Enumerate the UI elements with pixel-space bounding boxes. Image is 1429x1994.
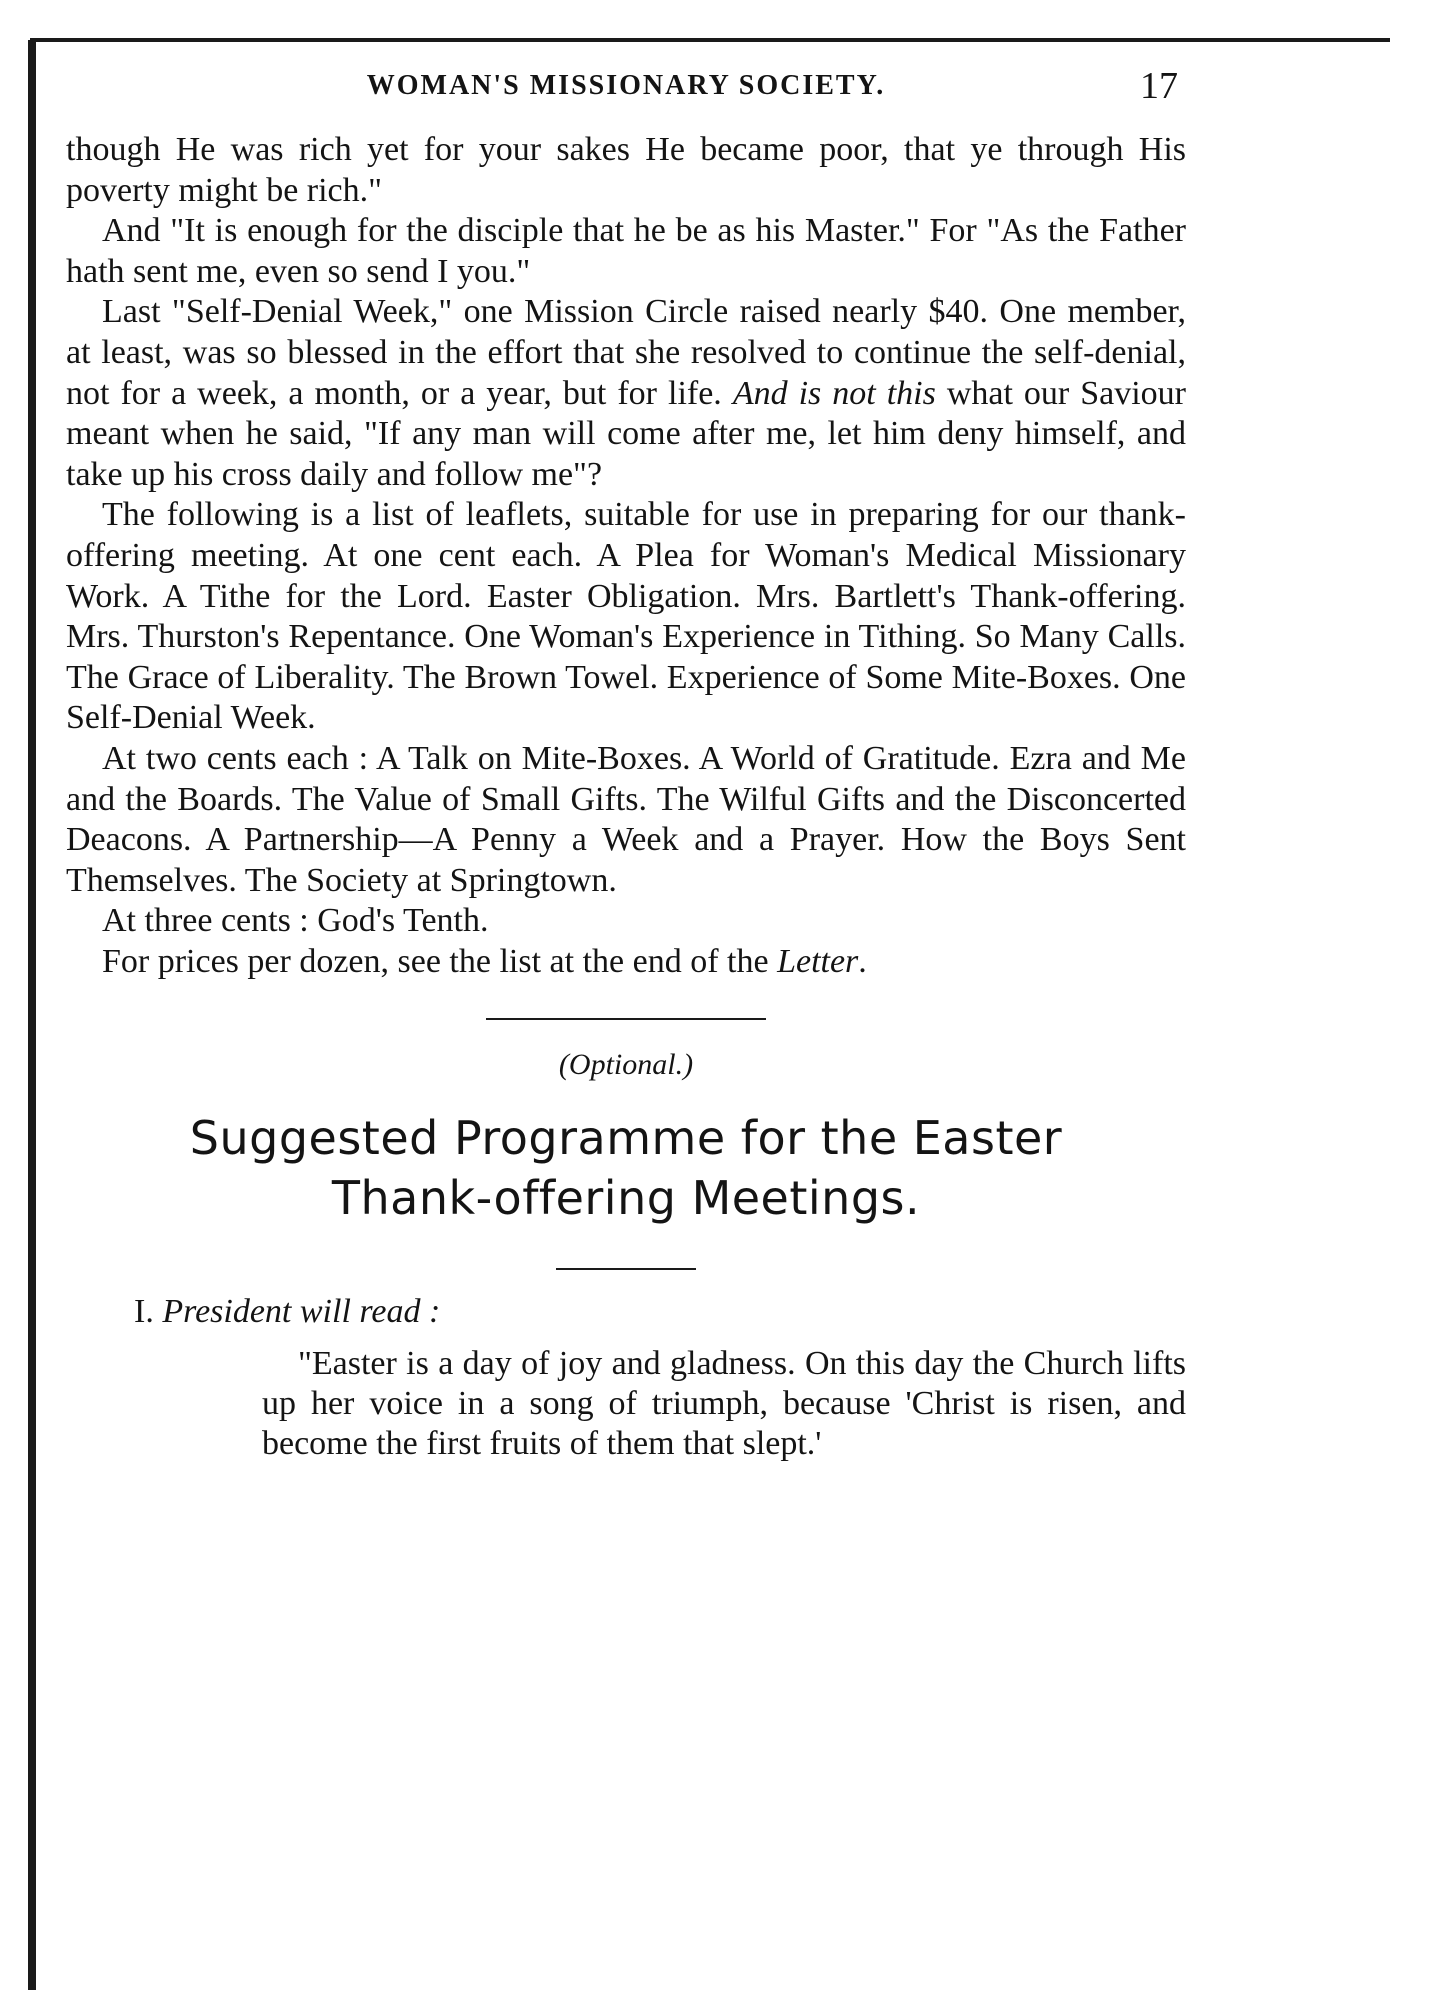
top-border-rule bbox=[30, 38, 1390, 42]
programme-heading-line-1: Suggested Programme for the Easter bbox=[189, 1111, 1063, 1166]
programme-item-1 bbox=[66, 1292, 1186, 1332]
paragraph-6-three-cents: At three cents : God's Tenth. bbox=[102, 902, 489, 940]
programme-heading-line-2: Thank-offering Meetings. bbox=[331, 1171, 921, 1226]
section-divider bbox=[486, 1018, 766, 1020]
body-text bbox=[66, 130, 1186, 982]
heading-divider bbox=[556, 1268, 696, 1270]
item-number: I. bbox=[134, 1293, 154, 1331]
programme-heading bbox=[66, 1108, 1186, 1228]
page-number: 17 bbox=[1140, 65, 1178, 107]
paragraph-7-italic: Letter bbox=[777, 942, 859, 980]
paragraph-3-italic: And is not this bbox=[732, 374, 936, 412]
paragraph-5-two-cents: At two cents each : A Talk on Mite-Boxes. A World of Gratitude. Ezra and Me and the Boards. The Value of Small Gifts. The Wilful Gifts and the Disconcerted Deacons. A Partnership—A Penny a Week and a Prayer. How the Boys Sent Themselves. The Society at Springtown. bbox=[66, 739, 1186, 899]
optional-label: (Optional.) bbox=[558, 1048, 694, 1082]
easter-quote: "Easter is a day of joy and gladness. On this day the Church lifts up her voice in a song of triumph, because 'Christ is risen, and become the first fruits of them that slept.' bbox=[262, 1345, 1186, 1463]
paragraph-2: And "It is enough for the disciple that he be as his Master." For "As the Father hath sent me, even so send I you." bbox=[66, 212, 1186, 290]
item-label: President will read : bbox=[162, 1293, 441, 1331]
document-page bbox=[66, 60, 1186, 1464]
left-border-rule bbox=[28, 40, 36, 1990]
paragraph-3-text-c: what our Saviour meant when he said, "If any man will come after me, let him deny himself, and take up his cross daily and follow me"? bbox=[66, 374, 1186, 493]
paragraph-3-text-a: Last "Self-Denial Week," one Mission Circle raised nearly $40. One member, at least, was so blessed in the effort that she resolved to continue the self-denial, not for a week, a month, or a year, but for life. bbox=[66, 293, 1186, 412]
running-title: WOMAN'S MISSIONARY SOCIETY. bbox=[366, 70, 886, 101]
paragraph-1: though He was rich yet for your sakes He became poor, that ye through His poverty might be rich." bbox=[66, 131, 1186, 209]
running-head bbox=[66, 60, 1186, 130]
paragraph-7-text-c: . bbox=[858, 942, 867, 980]
paragraph-4-leaflets: The following is a list of leaflets, suitable for use in preparing for our thank-offering meeting. At one cent each. A Plea for Woman's Medical Missionary Work. A Tithe for the Lord. Easter Obligation. Mrs. Bartlett's Thank-offering. Mrs. Thurston's Repentance. One Woman's Experience in Tithing. So Many Calls. The Grace of Liberality. The Brown Towel. Experience of Some Mite-Boxes. One Self-Denial Week. bbox=[66, 496, 1186, 737]
paragraph-7-prices bbox=[66, 942, 1186, 983]
paragraph-3 bbox=[66, 292, 1186, 495]
paragraph-7-text-a: For prices per dozen, see the list at the end of the bbox=[102, 942, 778, 980]
